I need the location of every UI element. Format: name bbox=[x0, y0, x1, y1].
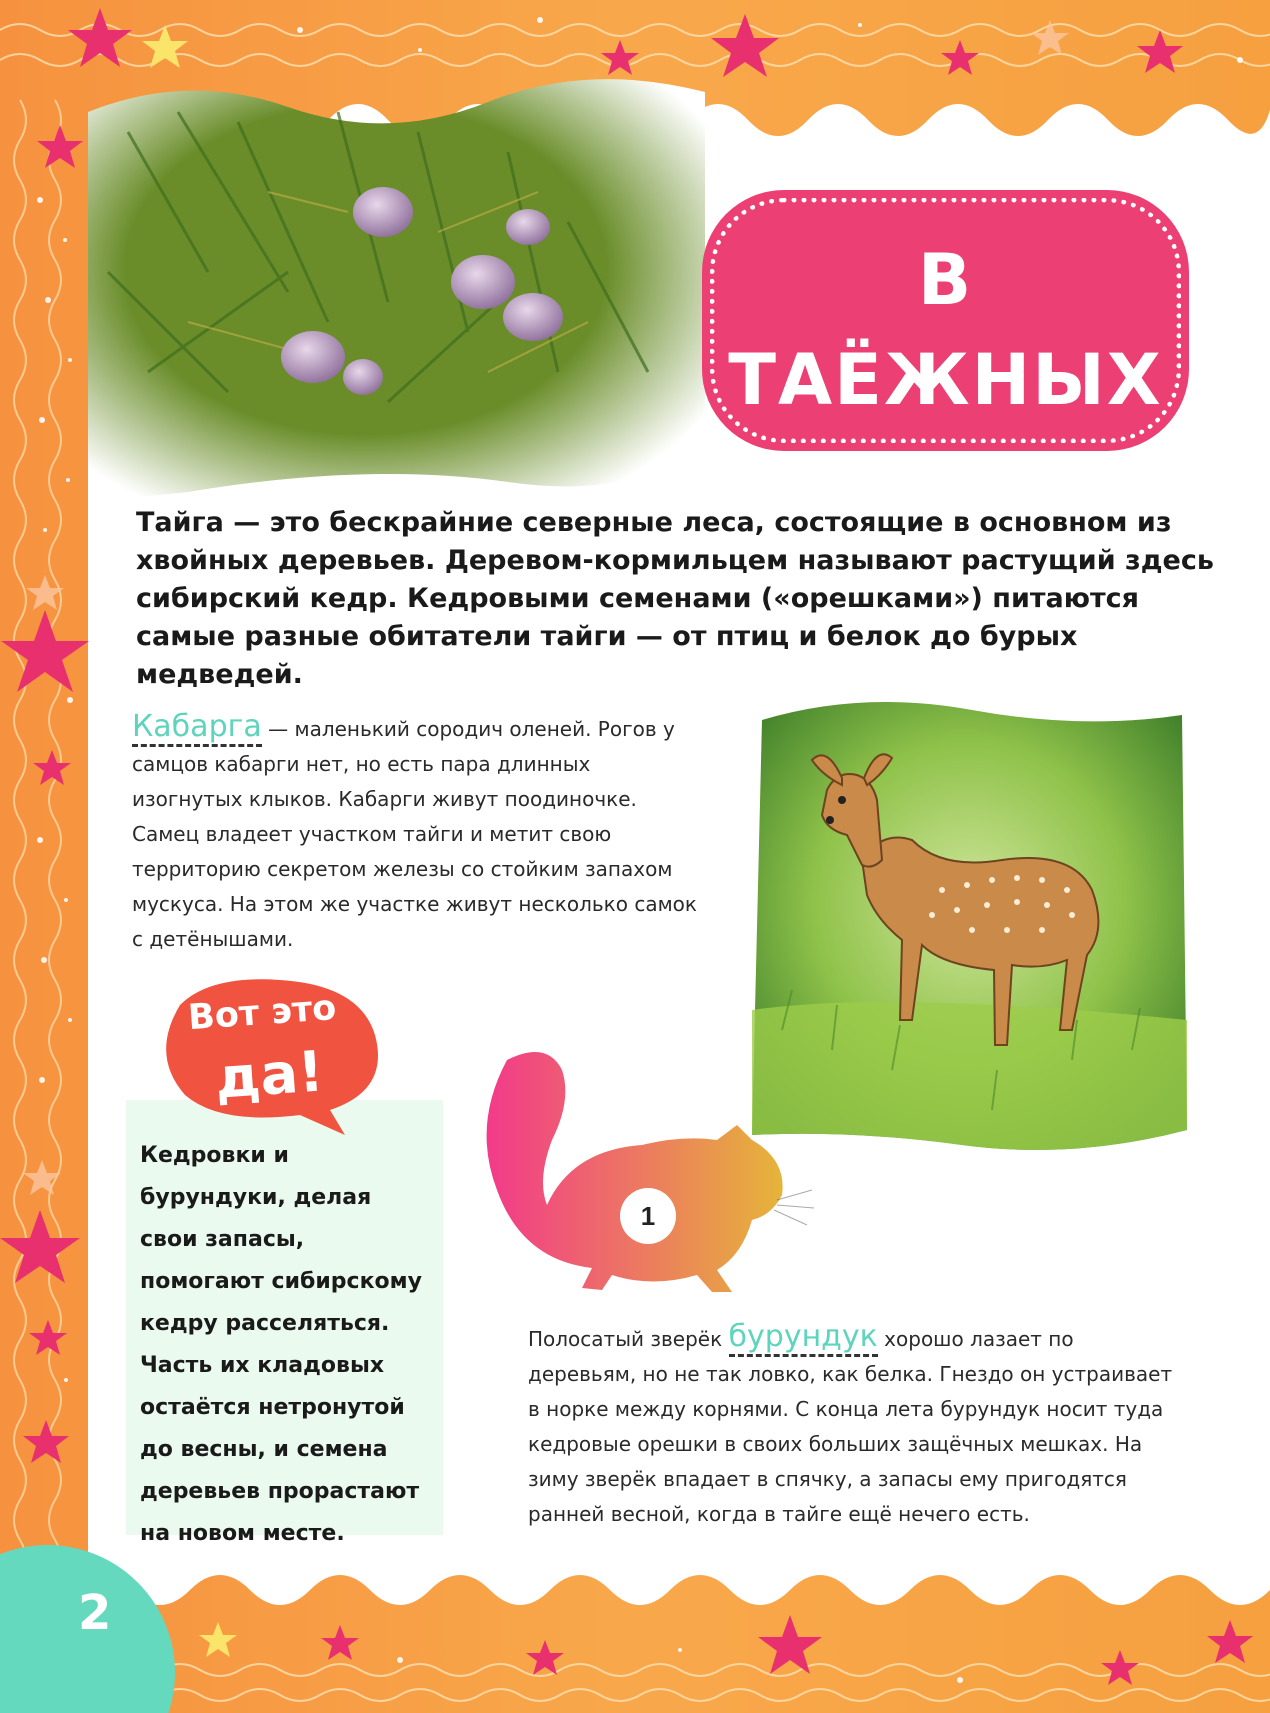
title-line-2: ЛЕСАХ bbox=[807, 439, 1084, 521]
title-box bbox=[704, 192, 1187, 521]
page-title bbox=[704, 230, 1187, 530]
pine-branch-image bbox=[88, 72, 705, 502]
chipmunk-paragraph bbox=[528, 1319, 1188, 1532]
intro-paragraph: Тайга — это бескрайние северные леса, состоящие в основном из хвойных деревьев. Деревом-кормильцем называют растущий здесь сибирский кедр. Кедровыми семенами («орешками») питаются самые разные обитатели тайги — от птиц и белок до бурых медведей. bbox=[136, 507, 1214, 690]
page-number: 2 bbox=[78, 1585, 112, 1641]
chipmunk-text: хорошо лазает по деревьям, но не так ловко, как белка. Гнездо он устраивает в норке между корнями. С конца лета бурундук носит туда кедровые орешки в своих больших защёчных мешках. На зиму зверёк впадает в спячку, а запасы ему пригодятся ранней весной, когда в тайге ещё нечего есть. bbox=[528, 1327, 1173, 1526]
chipmunk-number-badge: 1 bbox=[620, 1188, 676, 1244]
fact-box bbox=[126, 1100, 443, 1546]
title-line-1: В ТАЁЖНЫХ bbox=[728, 239, 1163, 421]
musk-deer-text: — маленький сородич оленей. Рогов у самцов кабарги нет, но есть пара длинных изогнутых клыков. Кабарги живут поодиночке. Самец владеет участком тайги и метит свою территорию секретом железы со стойким запахом мускуса. На этом же участке живут несколько самок с детёнышами. bbox=[132, 717, 697, 951]
fact-text: Кедровки и бурундуки, делая свои запасы, помогают сибирскому кедру расселяться. Часть их кладовых остаётся нетронутой до весны, и семена деревьев прорастают на новом месте. bbox=[140, 1143, 422, 1546]
bubble-text-line-1: Вот это bbox=[186, 987, 338, 1039]
chipmunk-term: бурундук bbox=[729, 1319, 878, 1357]
musk-deer-term: Кабарга bbox=[132, 709, 262, 747]
chipmunk-text-before: Полосатый зверёк bbox=[528, 1327, 729, 1351]
chipmunk-silhouette-image bbox=[452, 1030, 837, 1310]
musk-deer-paragraph bbox=[132, 709, 707, 957]
bubble-text-line-2: да! bbox=[212, 1039, 326, 1112]
